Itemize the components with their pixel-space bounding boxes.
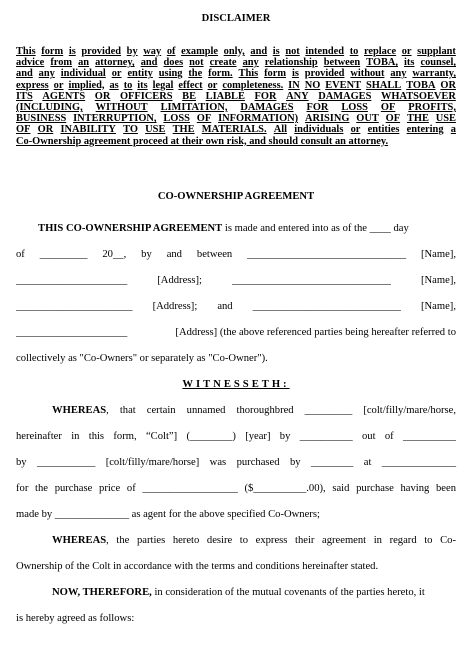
disclaimer-word: This — [16, 46, 36, 57]
now-therefore-line — [16, 586, 456, 600]
disclaimer-word: any — [390, 68, 407, 80]
disclaimer-word: any — [242, 57, 259, 69]
disclaimer-word: replace — [363, 46, 397, 57]
disclaimer-word: only, — [223, 46, 245, 57]
row-word: parties — [136, 535, 166, 546]
disclaimer-line — [16, 57, 456, 68]
row-word: [Address] (the above referenced parties being hereafter referred to — [175, 327, 456, 338]
disclaimer-word: is — [68, 46, 76, 57]
row-word: __________ — [299, 431, 353, 442]
disclaimer-word: LOSS — [163, 113, 190, 125]
intro-rest-text: is made and entered into as of the ____ day — [222, 223, 409, 234]
row-word: ___________ — [37, 457, 96, 468]
disclaimer-word: or — [401, 46, 412, 57]
disclaimer-word: MATERIALS. — [201, 124, 267, 136]
disclaimer-word: any — [38, 68, 55, 80]
row-word: ______________ — [381, 457, 456, 468]
disclaimer-word: BUSINESS — [16, 113, 67, 125]
disclaimer-word: does — [163, 57, 184, 69]
disclaimer-word: OFFICERS — [119, 90, 173, 102]
disclaimer-word: express — [16, 79, 49, 91]
disclaimer-word: not — [189, 57, 204, 69]
disclaimer-word: INTERRUPTION, — [73, 113, 157, 125]
parties-row-3 — [16, 300, 456, 314]
row-word: [colt/filly/mare/horse] — [105, 457, 200, 468]
disclaimer-word: individuals — [294, 124, 344, 136]
row-word: ($__________.00), — [244, 483, 326, 494]
disclaimer-word: way — [143, 46, 162, 57]
disclaimer-word: OR — [37, 124, 54, 136]
row-word: of — [384, 431, 394, 442]
whereas-1-row-3 — [16, 456, 456, 470]
disclaimer-word: THE — [172, 124, 195, 136]
row-word: out — [361, 431, 376, 442]
whereas-1-row-5: made by ______________ as agent for the above specified Co-Owners; — [16, 509, 320, 520]
row-word: agreement — [322, 535, 367, 546]
row-word: 20__, — [102, 249, 127, 260]
row-word: “Colt”] — [145, 431, 178, 442]
disclaimer-last-line: Co-Ownership agreement proceed at their own risk, and should consult an attorney. — [16, 135, 389, 147]
whereas-2-bold: WHEREAS — [52, 535, 107, 546]
disclaimer-word: OF — [196, 113, 212, 125]
row-word: by — [141, 249, 152, 260]
row-word: unnamed — [186, 405, 226, 416]
row-word: [colt/filly/mare/horse, — [363, 405, 456, 416]
disclaimer-line — [16, 102, 456, 113]
disclaimer-word: counsel, — [420, 57, 456, 69]
disclaimer-word: OR — [94, 90, 111, 102]
disclaimer-word: This — [238, 68, 259, 80]
disclaimer-word: an — [78, 57, 90, 69]
disclaimer-word: completeness. — [222, 79, 284, 91]
row-word: ________ — [310, 457, 354, 468]
disclaimer-word: OF — [16, 124, 31, 136]
row-word: at — [363, 457, 372, 468]
whereas-2-label — [52, 534, 109, 548]
disclaimer-word: PROFITS, — [408, 102, 456, 114]
disclaimer-word: FOR — [306, 102, 329, 114]
disclaimer-word: and — [16, 68, 33, 80]
row-word: their — [295, 535, 315, 546]
row-word: _____________________ — [16, 327, 128, 338]
row-word: __________ — [402, 431, 456, 442]
row-word: for — [16, 483, 29, 494]
disclaimer-word: without — [350, 68, 385, 80]
disclaimer-line — [16, 113, 456, 124]
disclaimer-word: its — [404, 57, 415, 69]
row-word: form, — [113, 431, 137, 442]
row-word: certain — [146, 405, 176, 416]
disclaimer-body — [16, 46, 456, 147]
row-word: ______________________________ — [247, 249, 407, 260]
row-word: (________) — [186, 431, 236, 442]
disclaimer-word: TO — [123, 124, 138, 136]
row-word: _____________________ — [16, 275, 128, 286]
whereas-1-bold: WHEREAS — [52, 405, 107, 416]
row-word: the — [35, 483, 48, 494]
row-word: _________ — [304, 405, 353, 416]
disclaimer-word: WHATSOEVER — [381, 90, 456, 102]
disclaimer-word: relationship — [264, 57, 318, 69]
row-word: [year] — [245, 431, 271, 442]
disclaimer-word: to — [349, 46, 359, 57]
row-word: was — [209, 457, 227, 468]
disclaimer-word: EVENT — [325, 79, 362, 91]
disclaimer-word: (INCLUDING, — [16, 102, 83, 114]
row-word: ____________________________ — [252, 301, 401, 312]
disclaimer-word: not — [285, 46, 300, 57]
disclaimer-word: as — [109, 79, 119, 91]
row-word: purchase — [54, 483, 93, 494]
disclaimer-word: example — [181, 46, 219, 57]
row-word: said — [332, 483, 350, 494]
row-word: between — [196, 249, 233, 260]
disclaimer-word: entities — [367, 124, 400, 136]
whereas-2-row-2: Ownership of the Colt in accordance with the terms and conditions hereinafter stated. — [16, 561, 379, 572]
row-word: price — [99, 483, 121, 494]
row-word: to — [424, 535, 433, 546]
row-word: ______________________________ — [232, 275, 391, 286]
now-therefore-rest: in consideration of the mutual covenants of the parties hereto, it — [151, 587, 425, 598]
row-word: [Name], — [421, 275, 456, 286]
disclaimer-word: INFORMATION) — [218, 113, 299, 125]
disclaimer-word: IN — [288, 79, 300, 91]
whereas-1-row-4 — [16, 482, 456, 496]
whereas-2-row-1 — [16, 534, 456, 548]
parties-row-2 — [16, 274, 456, 288]
row-word: the — [116, 535, 130, 546]
agreed-line: is hereby agreed as follows: — [16, 613, 135, 624]
disclaimer-word: All — [273, 124, 288, 136]
disclaimer-word: ITS — [16, 90, 33, 102]
row-word: in — [373, 535, 382, 546]
row-word: Co- — [440, 535, 456, 546]
disclaimer-word: entering — [406, 124, 444, 136]
parties-row-5: collectively as "Co-Owners" or separately as "Co-Owner"). — [16, 353, 268, 364]
disclaimer-word: its — [137, 79, 148, 91]
witnesseth-heading: WITNESSETH: — [182, 379, 290, 390]
disclaimer-word: of — [166, 46, 176, 57]
disclaimer-word: using — [158, 68, 183, 80]
disclaimer-word: and — [250, 46, 268, 57]
row-word: in — [71, 431, 80, 442]
row-word: purchased — [236, 457, 280, 468]
disclaimer-word: attorney, — [95, 57, 135, 69]
disclaimer-word: DAMAGES — [240, 102, 294, 114]
now-therefore-bold: NOW, THEREFORE, — [52, 587, 152, 598]
row-word: of — [16, 249, 25, 260]
disclaimer-word: LIMITATION, — [160, 102, 228, 114]
row-word: [Address]; — [152, 301, 198, 312]
disclaimer-word: OF — [385, 113, 401, 125]
disclaimer-word: WITHOUT — [95, 102, 148, 114]
row-word: purchase — [356, 483, 394, 494]
row-word: that — [119, 405, 136, 416]
row-word: desire — [206, 535, 233, 546]
disclaimer-word: OR — [440, 79, 456, 91]
disclaimer-word: entity — [127, 68, 153, 80]
disclaimer-word: effect — [178, 79, 203, 91]
disclaimer-heading: DISCLAIMER — [201, 13, 271, 24]
disclaimer-word: INABILITY — [60, 124, 116, 136]
whereas-1-row-2 — [16, 430, 456, 444]
disclaimer-word: USE — [145, 124, 166, 136]
disclaimer-line — [16, 68, 456, 79]
disclaimer-word: OF — [380, 102, 396, 114]
row-word: having — [400, 483, 430, 494]
disclaimer-word: FOR — [254, 90, 277, 102]
row-word: of — [126, 483, 136, 494]
disclaimer-word: SHALL — [366, 79, 402, 91]
disclaimer-word: provided — [81, 46, 122, 57]
row-word: hereto — [172, 535, 200, 546]
agreement-title: CO-OWNERSHIP AGREEMENT — [157, 191, 315, 202]
disclaimer-word: ANY — [286, 90, 309, 102]
disclaimer-word: LIABLE — [205, 90, 245, 102]
row-word: express — [255, 535, 288, 546]
disclaimer-word: TOBA — [406, 79, 436, 91]
row-word: and — [166, 249, 182, 260]
row-word: by — [289, 457, 301, 468]
disclaimer-line — [16, 91, 456, 102]
disclaimer-word: ARISING — [304, 113, 350, 125]
disclaimer-word: supplant — [417, 46, 456, 57]
disclaimer-word: form. — [208, 68, 233, 80]
disclaimer-word: NO — [304, 79, 321, 91]
row-word: , — [106, 405, 109, 416]
row-word: and — [217, 301, 233, 312]
row-word: ______________________ — [16, 301, 133, 312]
row-word: been — [436, 483, 456, 494]
intro-bold-text: THIS CO-OWNERSHIP AGREEMENT — [38, 223, 223, 234]
disclaimer-word: a — [450, 124, 456, 136]
parties-row-1 — [16, 248, 456, 262]
disclaimer-word: provided — [304, 68, 345, 80]
disclaimer-word: advice — [16, 57, 45, 69]
disclaimer-word: form — [264, 68, 287, 80]
row-word: by — [16, 457, 27, 468]
intro-line — [16, 222, 456, 236]
whereas-1-label — [52, 404, 109, 418]
disclaimer-word: to — [123, 79, 133, 91]
disclaimer-word: BE — [182, 90, 197, 102]
disclaimer-word: the — [188, 68, 203, 80]
disclaimer-word: from — [50, 57, 73, 69]
disclaimer-line — [16, 124, 456, 135]
disclaimer-word: USE — [435, 113, 456, 125]
disclaimer-word: warranty, — [412, 68, 456, 80]
whereas-1-row-1 — [16, 404, 456, 418]
disclaimer-word: and — [140, 57, 158, 69]
row-word: _________ — [39, 249, 88, 260]
disclaimer-word: by — [126, 46, 138, 57]
disclaimer-word: is — [272, 46, 280, 57]
row-word: , — [106, 535, 109, 546]
disclaimer-word: DAMAGES — [318, 90, 372, 102]
parties-row-4 — [16, 326, 456, 340]
disclaimer-word: or — [207, 79, 218, 91]
disclaimer-word: between — [323, 57, 361, 69]
disclaimer-word: or — [350, 124, 361, 136]
disclaimer-word: AGENTS — [42, 90, 86, 102]
disclaimer-line — [16, 46, 456, 57]
disclaimer-word: THE — [406, 113, 429, 125]
row-word: [Name], — [420, 301, 456, 312]
row-word: __________________ — [142, 483, 238, 494]
row-word: to — [239, 535, 249, 546]
disclaimer-word: TOBA, — [366, 57, 398, 69]
disclaimer-word: OUT — [356, 113, 379, 125]
disclaimer-word: individual — [60, 68, 106, 80]
row-word: by — [279, 431, 291, 442]
disclaimer-word: or — [53, 79, 64, 91]
disclaimer-line — [16, 80, 456, 91]
disclaimer-word: LOSS — [341, 102, 368, 114]
disclaimer-word: or — [111, 68, 122, 80]
disclaimer-word: form — [41, 46, 64, 57]
disclaimer-word: create — [209, 57, 237, 69]
disclaimer-word: is — [291, 68, 299, 80]
row-word: thoroughbred — [236, 405, 294, 416]
row-word: regard — [389, 535, 417, 546]
disclaimer-word: intended — [305, 46, 345, 57]
row-word: this — [88, 431, 105, 442]
row-word: [Name], — [421, 249, 456, 260]
row-word: hereinafter — [16, 431, 62, 442]
disclaimer-word: legal — [152, 79, 174, 91]
row-word: [Address]; — [157, 275, 202, 286]
disclaimer-word: implied, — [68, 79, 105, 91]
